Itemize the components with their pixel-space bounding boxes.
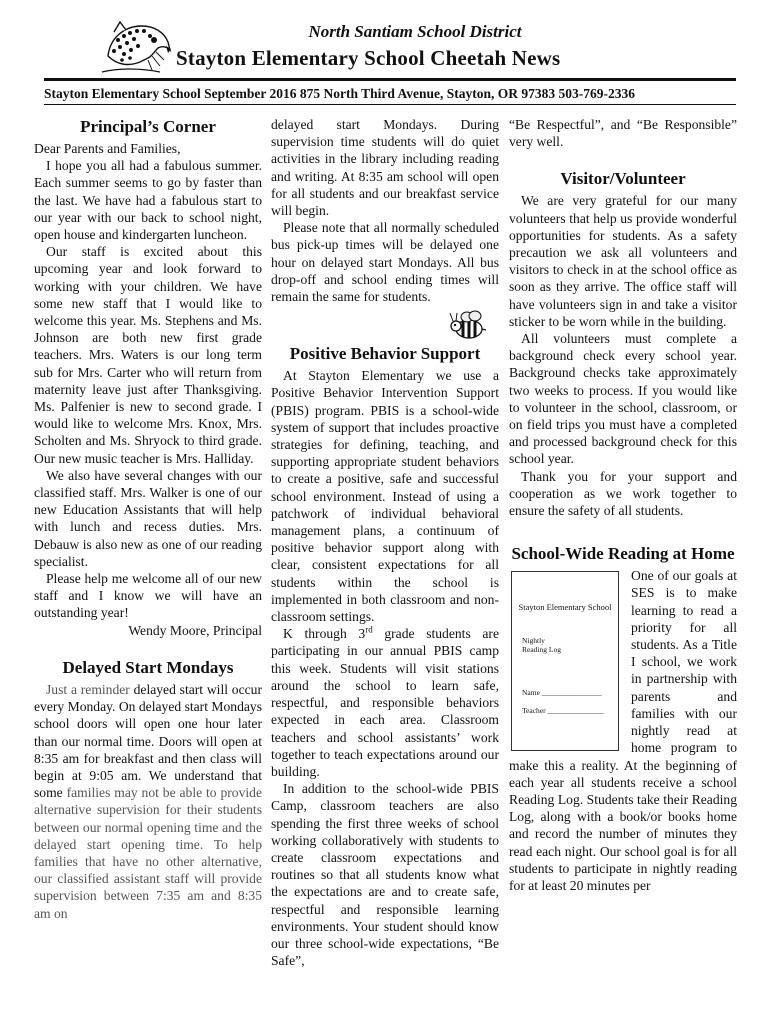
delayed-paragraph: Please note that all normally scheduled bus pick-up times will be delayed one hour on delayed start Mondays. All bus drop-off and school ending times will remain the same for students. <box>271 220 499 305</box>
delayed-text-grey: families may not be able to provide alternative supervision for their students between our normal opening time and the delayed start opening time. To help families that have no other alternative, our classified assistant staff will provide supervision between 7:35 am and 8:35 am on <box>34 785 262 921</box>
reading-log-image <box>511 571 619 751</box>
principal-paragraph: Please help me welcome all of our new staff and I know we will have an outstanding year! <box>34 571 262 621</box>
reading-log-teacher-line: Teacher _______________ <box>522 706 604 716</box>
delayed-paragraph <box>34 681 262 922</box>
principal-paragraph: Our staff is excited about this upcoming year and look forward to working with your children. We have some new staff that I would like to welcome this year. Ms. Stephens and Ms. Johnson are both new first grade teachers. Mrs. Waters is our long term sub for Mrs. Carter who will return from maternity leave just after Thanksgiving. Ms. Palfenier is new to second grade. I would like to welcome Mrs. Knox, Mrs. Scholten and Ms. Shryock to third grade. Our new music teacher is Mrs. Halliday. <box>34 244 262 466</box>
pbis-paragraph: In addition to the school-wide PBIS Camp, classroom teachers are also spending the first three weeks of school working collaboratively with students to create classroom expectations and routines so that all students know what the expectations are and to create safe, respectful and responsible learning environments. Your student should know our three school-wide expectations, “Be Safe”, <box>271 781 499 969</box>
volunteer-heading: Visitor/Volunteer <box>560 169 686 189</box>
pbis-paragraph: K through 3rd grade students are participating in our annual PBIS camp this week. Students will visit stations around the school to learn safe, respectful, and responsible behaviors expected in each area. Classroom teachers and school assistants’ work together to teach expectations around our building. <box>271 624 499 779</box>
reading-log-name-line: Name ________________ <box>522 688 602 698</box>
principal-paragraph: We also have several changes with our classified staff. Mrs. Walker is one of our new Education Assistants that will help with lunch and recess duties. Mrs. Debauw is also new as one of our reading specialist. <box>34 467 262 569</box>
column-3 <box>509 116 737 894</box>
volunteer-paragraph: We are very grateful for our many volunteers that help us provide wonderful opportunities for students. As a safety precaution we ask all volunteers and visitors to check in at the school office as soon as they arrive. The office staff will have volunteers sign in and take a visitor sticker to be worn while in the building. <box>509 193 737 329</box>
header-rule-thin <box>44 104 736 105</box>
principal-heading: Principal’s Corner <box>80 117 216 136</box>
delayed-lead: Just a reminder <box>46 681 130 697</box>
masthead <box>0 0 770 115</box>
principal-greeting: Dear Parents and Families, <box>34 141 181 156</box>
volunteer-paragraph: All volunteers must complete a background check every school year. Background checks take approximately two weeks to process. If you would like to volunteer in the school, classroom, or on field trips you must have a completed and processed background check for this school year. <box>509 331 737 467</box>
header-rule <box>44 78 736 81</box>
volunteer-paragraph: Thank you for your support and cooperation as we work together to ensure the safety of all students. <box>509 468 737 519</box>
delayed-heading: Delayed Start Mondays <box>62 657 234 677</box>
delayed-paragraph-cont: delayed start Mondays. During supervision time students will do quiet activities in the library including reading and writing. At 8:35 am school will open for all students and our breakfast service will begin. <box>271 117 499 219</box>
delayed-text: delayed start will occur every Monday. On delayed start Mondays school doors will open one hour later than our normal time. Doors will open at 8:35 am for breakfast and then class will begin at 9:05 am. We understand that some <box>34 681 262 801</box>
reading-heading: School-Wide Reading at Home <box>511 544 735 564</box>
pbis-paragraph: At Stayton Elementary we use a Positive Behavior Intervention Support (PBIS) program. PBIS is a school-wide system of support that includes proactive strategies for defining, teaching, and supporting appropriate student behaviors to create a positive, safe and successful school environment. Instead of using a patchwork of individual behavioral management plans, a continuum of positive behavior support along with clear, consistent expectations for all students within the school is implemented in both classroom and non-classroom settings. <box>271 368 499 625</box>
school-info-line: Stayton Elementary School September 2016 875 North Third Avenue, Stayton, OR 97383 503-769-2336 <box>44 86 636 101</box>
principal-paragraph: I hope you all had a fabulous summer. Each summer seems to go by faster than the last. We have had a fabulous start to our year with our back to school night, open house and kindergarten luncheon. <box>34 158 262 243</box>
district-name: North Santiam School District <box>308 22 522 41</box>
reading-paragraph: One of our goals at SES is to make learning to read a priority for all students. As a Title I school, we work in partnership with parents and families with our nightly read at home program to make this a reality. At the beginning of each year all students receive a school Reading Log. Students take their Reading Log, along with a book/or books home and record the number of minutes they read each night. Our school goal is for all students to participate in nightly reading for at least 20 minutes per <box>509 568 737 893</box>
principal-signature: Wendy Moore, Principal <box>128 622 262 638</box>
column-2 <box>271 116 499 969</box>
reading-log-title: Stayton Elementary School <box>518 602 612 613</box>
reading-log-subtitle: Nightly Reading Log <box>522 636 561 655</box>
pbis-heading: Positive Behavior Support <box>289 344 481 364</box>
pbis-paragraph-cont: “Be Respectful”, and “Be Responsible” very well. <box>509 117 737 150</box>
column-1 <box>34 116 262 922</box>
newsletter-title: Stayton Elementary School Cheetah News <box>176 46 561 70</box>
bee-icon <box>447 309 487 343</box>
